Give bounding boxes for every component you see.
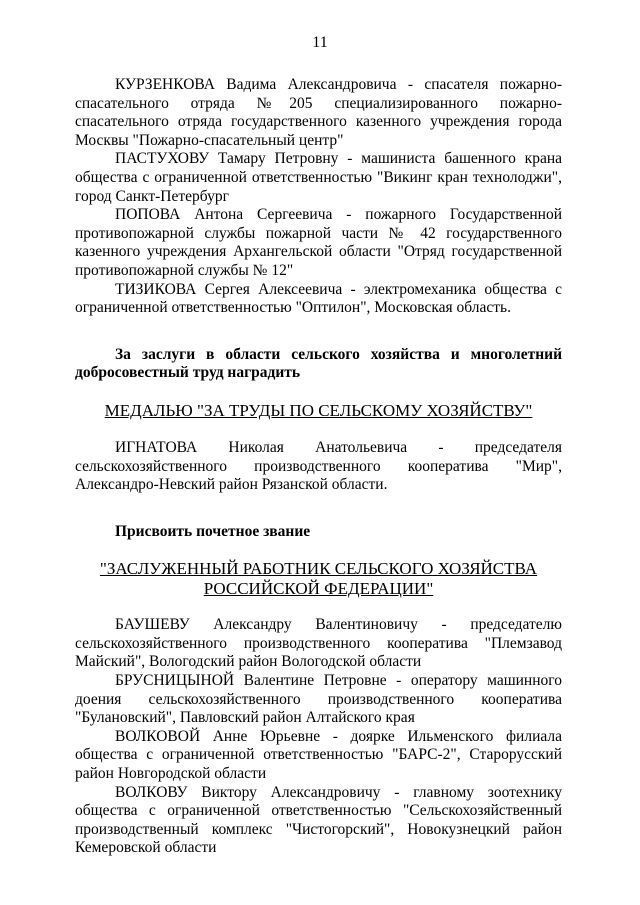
- spacer: [75, 541, 562, 559]
- section-heading-title: Присвоить почетное звание: [115, 522, 311, 540]
- spacer: [75, 495, 562, 523]
- award-entry-ignatov: ИГНАТОВА Николая Анатольевича - председателя сельскохозяйственного производственного кооператива "Мир", Александро-Невский район Рязанской области.: [75, 438, 562, 494]
- award-entry-volkova: ВОЛКОВОЙ Анне Юрьевне - доярке Ильменского филиала общества с ограниченной ответственностью "БАРС-2", Старорусский район Новгородской области: [75, 727, 562, 783]
- spacer: [75, 421, 562, 439]
- award-entry-pastukhova: ПАСТУХОВУ Тамару Петровну - машиниста башенного крана общества с ограниченной ответственностью "Викинг кран технолоджи", город Санкт-Петербург: [75, 150, 562, 205]
- award-entry-popov: ПОПОВА Антона Сергеевича - пожарного Государственной противопожарной службы пожарной части № 42 государственного казенного учреждения Архангельской области "Отряд государственной противопожарной службы № 12": [75, 206, 562, 279]
- spacer: [75, 318, 562, 346]
- medal-title: МЕДАЛЬЮ "ЗА ТРУДЫ ПО СЕЛЬСКОМУ ХОЗЯЙСТВУ": [104, 400, 533, 420]
- award-entry-brusnitsyna: БРУСНИЦЫНОЙ Валентине Петровне - оператору машинного доения сельскохозяйственного производственного кооператива "Булановский", Павловский район Алтайского края: [75, 672, 562, 727]
- page-number: 11: [312, 34, 328, 51]
- award-entry-kurzenkov: КУРЗЕНКОВА Вадима Александровича - спасателя пожарно-спасательного отряда №205 специализированного пожарно-спасательного отряда государственного казенного учреждения города Москвы "Пожарно-спасательный центр": [75, 76, 562, 149]
- honorary-title: [75, 559, 562, 598]
- spacer: [75, 598, 562, 616]
- award-entry-volkov: ВОЛКОВУ Виктору Александровичу - главному зоотехнику общества с ограниченной ответственностью "Сельскохозяйственный производственный комплекс "Чистогорский", Новокузнецкий район Кемеровской области: [75, 783, 562, 857]
- document-body: [75, 76, 562, 858]
- section-heading-agriculture: За заслуги в области сельского хозяйства и многолетний добросовестный труд наградить: [75, 345, 562, 382]
- honorary-title-line-2: РОССИЙСКОЙ ФЕДЕРАЦИИ": [203, 578, 434, 598]
- honorary-title-line-1: "ЗАСЛУЖЕННЫЙ РАБОТНИК СЕЛЬСКОГО ХОЗЯЙСТВА: [99, 559, 538, 579]
- award-entry-tizikov: ТИЗИКОВА Сергея Алексеевича - электромеханика общества с ограниченной ответственностью "Оптилон", Московская область.: [75, 280, 562, 317]
- spacer: [75, 383, 562, 401]
- award-entry-baushev: БАУШЕВУ Александру Валентиновичу - председателю сельскохозяйственного производственного кооператива "Племзавод Майский", Вологодский район Вологодской области: [75, 616, 562, 671]
